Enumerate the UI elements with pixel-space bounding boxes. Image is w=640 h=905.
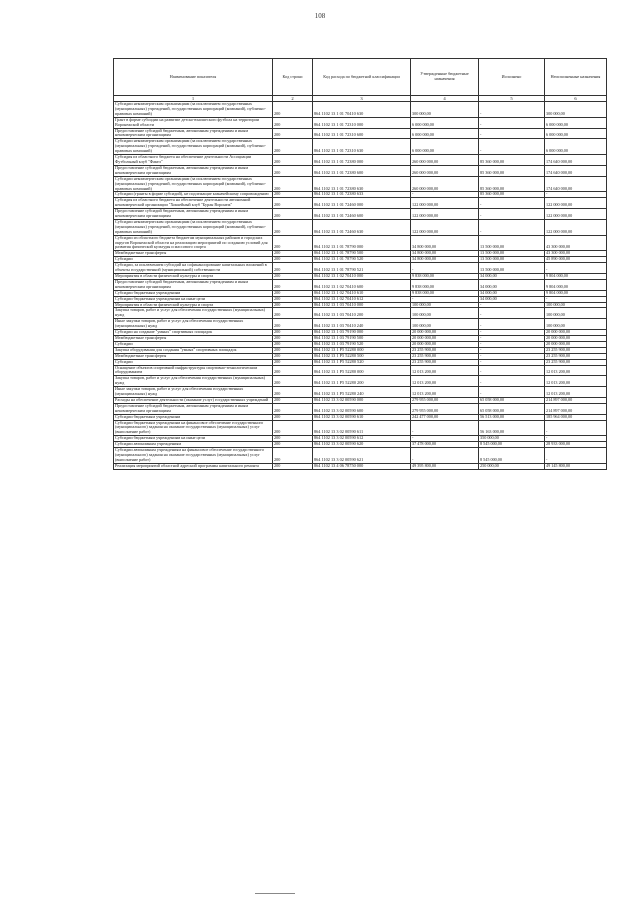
cell-unexecuted: 20 000 000,00 — [545, 330, 607, 336]
cell-executed: 8 545 000,00 — [479, 448, 545, 464]
cell-name: Предоставление субсидий бюджетным, автономным учреждениям и иным некоммерческим организациям — [114, 165, 273, 176]
cell-unexecuted: 28 933 000,00 — [545, 442, 607, 448]
cell-executed: - — [479, 198, 545, 209]
cell-kbk: 864 1102 13 1 01 72460 600 — [313, 209, 411, 220]
cell-executed: - — [479, 319, 545, 330]
cell-code: 200 — [273, 155, 313, 166]
cell-name: Иные закупки товаров, работ и услуг для обеспечения государственных (муниципальных) нужд — [114, 319, 273, 330]
cell-code: 200 — [273, 257, 313, 263]
cell-unexecuted: - — [545, 436, 607, 442]
cell-executed: - — [479, 335, 545, 341]
cell-code: 200 — [273, 128, 313, 139]
cell-kbk: 864 1102 13 3 02 00590 621 — [313, 448, 411, 464]
cell-name: Субсидии автономным учреждениям на финансовое обеспечение государственного (муниципального) задания на оказание государственных (муниципальных) услуг (выполнение работ) — [114, 448, 273, 464]
table-row — [114, 235, 607, 251]
cell-name: Субсидии бюджетным учреждениям на финансовое обеспечение государственного (муниципального) задания на оказание государственных (муниципальных) услуг (выполнение работ) — [114, 420, 273, 436]
cell-executed: 65 058 000,00 — [479, 403, 545, 414]
cell-code: 200 — [273, 279, 313, 290]
cell-executed: 8 545 000,00 — [479, 442, 545, 448]
cell-code: 200 — [273, 420, 313, 436]
cell-executed: - — [479, 117, 545, 128]
table-row — [114, 102, 607, 118]
cell-code: 200 — [273, 165, 313, 176]
cell-approved: 122 000 000,00 — [411, 198, 479, 209]
cell-kbk: 864 1102 13 1 Р5 52280 000 — [313, 347, 411, 353]
cell-name: Межбюджетные трансферты — [114, 353, 273, 359]
cell-code: 200 — [273, 330, 313, 336]
cell-unexecuted: 214 897 000,00 — [545, 397, 607, 403]
cell-kbk: 864 1102 13 1 03 79190 000 — [313, 330, 411, 336]
cell-unexecuted: 100 000,00 — [545, 302, 607, 308]
cell-kbk: 864 1102 13 1 01 72460 630 — [313, 219, 411, 235]
cell-unexecuted: 174 640 000,00 — [545, 165, 607, 176]
cell-code: 200 — [273, 359, 313, 365]
cell-approved: 100 000,00 — [411, 308, 479, 319]
budget-execution-table-container — [113, 58, 606, 470]
cell-executed: - — [479, 330, 545, 336]
cell-code: 200 — [273, 414, 313, 420]
table-row — [114, 376, 607, 387]
cell-unexecuted: 122 000 000,00 — [545, 219, 607, 235]
cell-kbk: 864 1102 13 1 03 70410 240 — [313, 319, 411, 330]
cell-approved: 34 800 000,00 — [411, 257, 479, 263]
cell-approved: 23 255 900,00 — [411, 359, 479, 365]
cell-code: 200 — [273, 341, 313, 347]
cell-approved: 20 000 000,00 — [411, 341, 479, 347]
cell-approved: 260 000 000,00 — [411, 155, 479, 166]
cell-name: Грант в форме субсидии на развитие детско-юношеского футбола на территории Воронежской области — [114, 117, 273, 128]
cell-kbk: 864 1102 13 3 02 00590 612 — [313, 436, 411, 442]
cell-executed: - — [479, 308, 545, 319]
cell-name: Субсидии автономным учреждениям — [114, 442, 273, 448]
cell-approved: 9 838 000,00 — [411, 274, 479, 280]
cell-code: 200 — [273, 308, 313, 319]
cell-approved: 279 955 000,00 — [411, 403, 479, 414]
cell-executed: 350 000,00 — [479, 436, 545, 442]
table-row — [114, 165, 607, 176]
cell-name: Мероприятия в области физической культуры и спорта — [114, 302, 273, 308]
cell-unexecuted: - — [545, 420, 607, 436]
cell-approved: 300 000,00 — [411, 102, 479, 118]
cell-approved: 6 000 000,00 — [411, 117, 479, 128]
cell-kbk: 864 1102 13 1 01 72310 600 — [313, 128, 411, 139]
cell-approved: - — [411, 296, 479, 302]
cell-approved: 9 838 000,00 — [411, 290, 479, 296]
cell-approved: 100 000,00 — [411, 319, 479, 330]
cell-kbk: 864 1102 13 1 01 72310 000 — [313, 117, 411, 128]
header-executed: Исполнено — [479, 59, 545, 96]
cell-executed: 13 500 000,00 — [479, 251, 545, 257]
cell-unexecuted: 23 255 900,00 — [545, 353, 607, 359]
cell-name: Субсидии некоммерческим организациям (за исключением государственных (муниципальных) учреждений, государственных корпораций (компаний), публично-правовых компаний) — [114, 219, 273, 235]
cell-unexecuted: 6 000 000,00 — [545, 117, 607, 128]
cell-name: Субсидия из областного бюджета на обеспечение деятельности автономной некоммерческой организации "Хоккейный клуб "Буран Воронеж" — [114, 198, 273, 209]
cell-kbk: 864 1102 13 1 02 70410 600 — [313, 279, 411, 290]
cell-kbk: 864 1102 13 1 01 72380 600 — [313, 165, 411, 176]
cell-name: Субсидии — [114, 359, 273, 365]
cell-kbk: 864 1102 13 1 01 78790 521 — [313, 263, 411, 274]
cell-executed: - — [479, 302, 545, 308]
cell-kbk: 864 1102 13 1 02 70410 000 — [313, 274, 411, 280]
cell-code: 200 — [273, 353, 313, 359]
cell-kbk: 864 1102 13 1 Р5 52280 520 — [313, 359, 411, 365]
cell-unexecuted: 122 000 000,00 — [545, 198, 607, 209]
table-row — [114, 128, 607, 139]
cell-name: Предоставление субсидий бюджетным, автономным учреждениям и иным некоммерческим организациям — [114, 279, 273, 290]
cell-name: Субсидии (гранты в форме субсидий), не подлежащие казначейскому сопровождению — [114, 192, 273, 198]
cell-unexecuted: 6 000 000,00 — [545, 139, 607, 155]
header-unexecuted: Неисполненные назначения — [545, 59, 607, 96]
cell-code: 200 — [273, 102, 313, 118]
cell-code: 200 — [273, 387, 313, 398]
table-row — [114, 209, 607, 220]
cell-kbk: 864 1102 13 3 02 00590 620 — [313, 442, 411, 448]
column-index: 3 — [313, 96, 411, 102]
column-index: 2 — [273, 96, 313, 102]
cell-unexecuted: - — [545, 448, 607, 464]
cell-code: 200 — [273, 192, 313, 198]
cell-kbk: 864 1102 13 1 Р5 52280 240 — [313, 387, 411, 398]
cell-approved: 34 800 000,00 — [411, 251, 479, 257]
cell-executed: - — [479, 219, 545, 235]
cell-code: 200 — [273, 219, 313, 235]
cell-kbk: 864 1102 13 1 03 79190 520 — [313, 341, 411, 347]
table-row — [114, 365, 607, 376]
cell-executed: - — [479, 128, 545, 139]
cell-unexecuted: 23 255 900,00 — [545, 359, 607, 365]
cell-name: Закупка товаров, работ и услуг для обеспечения государственных (муниципальных) нужд — [114, 376, 273, 387]
cell-executed: - — [479, 387, 545, 398]
cell-approved: 49 395 800,00 — [411, 463, 479, 469]
cell-approved: 20 000 000,00 — [411, 330, 479, 336]
cell-unexecuted: 174 640 000,00 — [545, 155, 607, 166]
cell-approved: 12 013 200,00 — [411, 387, 479, 398]
cell-name: Субсидии бюджетным учреждениям — [114, 290, 273, 296]
column-index: 6 — [545, 96, 607, 102]
cell-executed: - — [479, 376, 545, 387]
cell-code: 200 — [273, 403, 313, 414]
page-number: 108 — [314, 12, 326, 20]
cell-name: Субсидии бюджетным учреждениям — [114, 414, 273, 420]
table-row — [114, 263, 607, 274]
table-row — [114, 420, 607, 436]
table-header-row — [114, 59, 607, 96]
cell-approved: 260 000 000,00 — [411, 165, 479, 176]
cell-name: Субсидии бюджетным учреждениям на иные цели — [114, 296, 273, 302]
cell-unexecuted: 9 804 000,00 — [545, 290, 607, 296]
cell-name: Предоставление субсидий бюджетным, автономным учреждениям и иным некоммерческим организациям — [114, 128, 273, 139]
cell-name: Субсидии некоммерческим организациям (за исключением государственных (муниципальных) учреждений, государственных корпораций (компаний), публично-правовых компаний) — [114, 139, 273, 155]
cell-name: Мероприятия в области физической культуры и спорта — [114, 274, 273, 280]
cell-kbk: 864 1102 13 1 01 72380 630 — [313, 176, 411, 192]
cell-executed: 34 000,00 — [479, 279, 545, 290]
cell-kbk: 864 1102 13 1 Р5 52280 200 — [313, 376, 411, 387]
cell-unexecuted: 6 000 000,00 — [545, 128, 607, 139]
cell-approved: 279 955 000,00 — [411, 397, 479, 403]
cell-approved: 6 000 000,00 — [411, 128, 479, 139]
cell-code: 200 — [273, 235, 313, 251]
cell-executed: - — [479, 353, 545, 359]
cell-executed: 34 000,00 — [479, 290, 545, 296]
header-kbk: Код расхода по бюджетной классификации — [313, 59, 411, 96]
cell-name: Субсидии на создание "умных" спортивных площадок — [114, 330, 273, 336]
cell-approved: 34 800 000,00 — [411, 235, 479, 251]
cell-code: 200 — [273, 365, 313, 376]
cell-code: 200 — [273, 397, 313, 403]
cell-approved: 23 255 900,00 — [411, 347, 479, 353]
cell-executed: 85 360 000,00 — [479, 176, 545, 192]
cell-code: 200 — [273, 117, 313, 128]
cell-code: 200 — [273, 290, 313, 296]
cell-kbk: 864 1102 13 1 03 70410 000 — [313, 302, 411, 308]
cell-name: Субсидия из областного бюджета на обеспечение деятельности Ассоциации Футбольный клуб "Факел" — [114, 155, 273, 166]
cell-unexecuted: 49 145 800,00 — [545, 463, 607, 469]
cell-executed: - — [479, 347, 545, 353]
cell-kbk: 864 1102 13 1 01 72460 000 — [313, 198, 411, 209]
footer-divider — [255, 893, 295, 894]
table-row — [114, 198, 607, 209]
table-row — [114, 463, 607, 469]
cell-code: 200 — [273, 448, 313, 464]
cell-unexecuted: 100 000,00 — [545, 308, 607, 319]
cell-code: 200 — [273, 442, 313, 448]
cell-executed: - — [479, 365, 545, 376]
column-index: 4 — [411, 96, 479, 102]
table-row — [114, 308, 607, 319]
cell-approved: - — [411, 263, 479, 274]
cell-code: 200 — [273, 198, 313, 209]
table-row — [114, 176, 607, 192]
cell-code: 200 — [273, 436, 313, 442]
cell-executed: 85 360 000,00 — [479, 192, 545, 198]
cell-code: 200 — [273, 139, 313, 155]
cell-approved: - — [411, 192, 479, 198]
cell-code: 200 — [273, 376, 313, 387]
table-row — [114, 219, 607, 235]
cell-name: Субсидии из областного бюджета бюджетам муниципальных районов и городских округов Воронежской области на реализацию мероприятий по созданию условий для развития физической культуры и массового спорта — [114, 235, 273, 251]
cell-approved: 122 000 000,00 — [411, 219, 479, 235]
cell-unexecuted: 9 804 000,00 — [545, 274, 607, 280]
cell-approved: - — [411, 420, 479, 436]
cell-executed: 34 000,00 — [479, 274, 545, 280]
cell-name: Субсидии, за исключением субсидий на софинансирование капитальных вложений в объекты государственной (муниципальной) собственности — [114, 263, 273, 274]
cell-executed: 250 000,00 — [479, 463, 545, 469]
cell-approved: 12 013 200,00 — [411, 365, 479, 376]
cell-kbk: 864 1102 13 1 01 78790 000 — [313, 235, 411, 251]
table-row — [114, 117, 607, 128]
cell-code: 200 — [273, 263, 313, 274]
cell-code: 200 — [273, 274, 313, 280]
cell-executed: 13 500 000,00 — [479, 263, 545, 274]
cell-kbk: 864 1102 13 1 01 72380 000 — [313, 155, 411, 166]
cell-name: Предоставление субсидий бюджетным, автономным учреждениям и иным некоммерческим организациям — [114, 209, 273, 220]
cell-unexecuted: 9 804 000,00 — [545, 279, 607, 290]
header-approved: Утвержденные бюджетные назначения — [411, 59, 479, 96]
cell-kbk: 864 1102 13 3 02 00590 000 — [313, 397, 411, 403]
cell-name: Реализация мероприятий областной адресной программы капитального ремонта — [114, 463, 273, 469]
cell-name: Закупка товаров, работ и услуг для обеспечения государственных (муниципальных) нужд — [114, 308, 273, 319]
cell-code: 200 — [273, 319, 313, 330]
cell-executed: 65 058 000,00 — [479, 397, 545, 403]
cell-kbk: 864 1102 13 3 02 00590 611 — [313, 420, 411, 436]
cell-code: 200 — [273, 176, 313, 192]
column-index: 1 — [114, 96, 273, 102]
cell-unexecuted: 45 890 000,00 — [545, 257, 607, 263]
table-row — [114, 319, 607, 330]
cell-approved: 23 255 900,00 — [411, 353, 479, 359]
cell-kbk: 864 1102 13 1 01 78790 520 — [313, 257, 411, 263]
cell-name: Закупка оборудования для создания "умных" спортивных площадок — [114, 347, 273, 353]
cell-executed: 34 000,00 — [479, 296, 545, 302]
cell-unexecuted: 174 640 000,00 — [545, 176, 607, 192]
cell-code: 200 — [273, 347, 313, 353]
cell-unexecuted: 185 964 000,00 — [545, 414, 607, 420]
cell-name: Межбюджетные трансферты — [114, 251, 273, 257]
cell-code: 200 — [273, 463, 313, 469]
cell-name: Субсидии бюджетным учреждениям на иные цели — [114, 436, 273, 442]
cell-name: Расходы на обеспечение деятельности (оказание услуг) государственных учреждений — [114, 397, 273, 403]
column-index: 5 — [479, 96, 545, 102]
cell-name: Субсидии — [114, 341, 273, 347]
cell-unexecuted: - — [545, 296, 607, 302]
cell-approved: - — [411, 436, 479, 442]
cell-unexecuted: 122 000 000,00 — [545, 209, 607, 220]
cell-unexecuted: 12 013 200,00 — [545, 365, 607, 376]
cell-name: Оснащение объектов спортивной инфраструктуры спортивно-технологическим оборудованием — [114, 365, 273, 376]
header-code: Код строки — [273, 59, 313, 96]
cell-unexecuted: 12 013 200,00 — [545, 376, 607, 387]
cell-executed: 13 500 000,00 — [479, 257, 545, 263]
cell-code: 200 — [273, 251, 313, 257]
table-row — [114, 139, 607, 155]
cell-approved: 9 838 000,00 — [411, 279, 479, 290]
cell-code: 200 — [273, 335, 313, 341]
cell-unexecuted: 300 000,00 — [545, 102, 607, 118]
cell-unexecuted: 43 300 000,00 — [545, 251, 607, 257]
cell-code: 200 — [273, 209, 313, 220]
cell-approved: 100 000,00 — [411, 302, 479, 308]
cell-approved: 122 000 000,00 — [411, 209, 479, 220]
cell-approved: 6 000 000,00 — [411, 139, 479, 155]
cell-kbk: 864 1102 13 1 01 72310 630 — [313, 139, 411, 155]
cell-executed: 56 163 000,00 — [479, 420, 545, 436]
cell-unexecuted: 100 000,00 — [545, 319, 607, 330]
cell-kbk: 864 1102 13 1 03 79190 500 — [313, 335, 411, 341]
cell-name: Межбюджетные трансферты — [114, 335, 273, 341]
cell-unexecuted: 43 300 000,00 — [545, 235, 607, 251]
cell-unexecuted: 23 255 900,00 — [545, 347, 607, 353]
cell-executed: - — [479, 102, 545, 118]
cell-unexecuted: - — [545, 192, 607, 198]
cell-kbk: 864 1102 13 3 02 00590 600 — [313, 403, 411, 414]
cell-approved: 260 000 000,00 — [411, 176, 479, 192]
cell-executed: 13 500 000,00 — [479, 235, 545, 251]
cell-unexecuted: 214 897 000,00 — [545, 403, 607, 414]
cell-kbk: 864 1102 13 1 01 78790 500 — [313, 251, 411, 257]
cell-approved: 12 013 200,00 — [411, 376, 479, 387]
table-row — [114, 448, 607, 464]
cell-kbk: 864 1102 13 1 02 70410 610 — [313, 290, 411, 296]
cell-kbk: 864 1102 13 3 02 00590 610 — [313, 414, 411, 420]
cell-name: Иные закупки товаров, работ и услуг для обеспечения государственных (муниципальных) нужд — [114, 387, 273, 398]
table-body — [114, 102, 607, 470]
cell-unexecuted: 20 000 000,00 — [545, 335, 607, 341]
cell-approved: 20 000 000,00 — [411, 335, 479, 341]
cell-executed: - — [479, 139, 545, 155]
cell-executed: 85 360 000,00 — [479, 155, 545, 166]
cell-name: Предоставление субсидий бюджетным, автономным учреждениям и иным некоммерческим организациям — [114, 403, 273, 414]
cell-approved: 37 478 000,00 — [411, 442, 479, 448]
cell-kbk: 864 1102 13 1 01 72380 633 — [313, 192, 411, 198]
budget-execution-table — [113, 58, 607, 470]
cell-unexecuted: - — [545, 263, 607, 274]
cell-kbk: 864 1102 13 1 Р5 52280 000 — [313, 365, 411, 376]
cell-unexecuted: 20 000 000,00 — [545, 341, 607, 347]
cell-name: Субсидии некоммерческим организациям (за исключением государственных (муниципальных) учреждений, государственных корпораций (компаний), публично-правовых компаний) — [114, 102, 273, 118]
cell-name: Субсидии — [114, 257, 273, 263]
cell-approved: - — [411, 448, 479, 464]
cell-kbk: 864 1102 13 1 Р5 52280 500 — [313, 353, 411, 359]
table-row — [114, 279, 607, 290]
table-row — [114, 155, 607, 166]
cell-executed: - — [479, 209, 545, 220]
cell-kbk: 864 1102 13 1 02 70410 612 — [313, 296, 411, 302]
cell-approved: 242 477 000,00 — [411, 414, 479, 420]
cell-executed: 85 360 000,00 — [479, 165, 545, 176]
cell-executed: - — [479, 359, 545, 365]
cell-code: 200 — [273, 302, 313, 308]
table-row — [114, 387, 607, 398]
cell-code: 200 — [273, 296, 313, 302]
table-row — [114, 403, 607, 414]
cell-kbk: 864 1102 13 1 03 70410 200 — [313, 308, 411, 319]
cell-executed: - — [479, 341, 545, 347]
cell-executed: 56 513 000,00 — [479, 414, 545, 420]
cell-kbk: 864 1102 13 1 01 70410 630 — [313, 102, 411, 118]
cell-name: Субсидии некоммерческим организациям (за исключением государственных (муниципальных) учреждений, государственных корпораций (компаний), публично-правовых компаний) — [114, 176, 273, 192]
cell-unexecuted: 12 013 200,00 — [545, 387, 607, 398]
header-name: Наименование показателя — [114, 59, 273, 96]
cell-kbk: 864 1102 13 4 06 78750 000 — [313, 463, 411, 469]
